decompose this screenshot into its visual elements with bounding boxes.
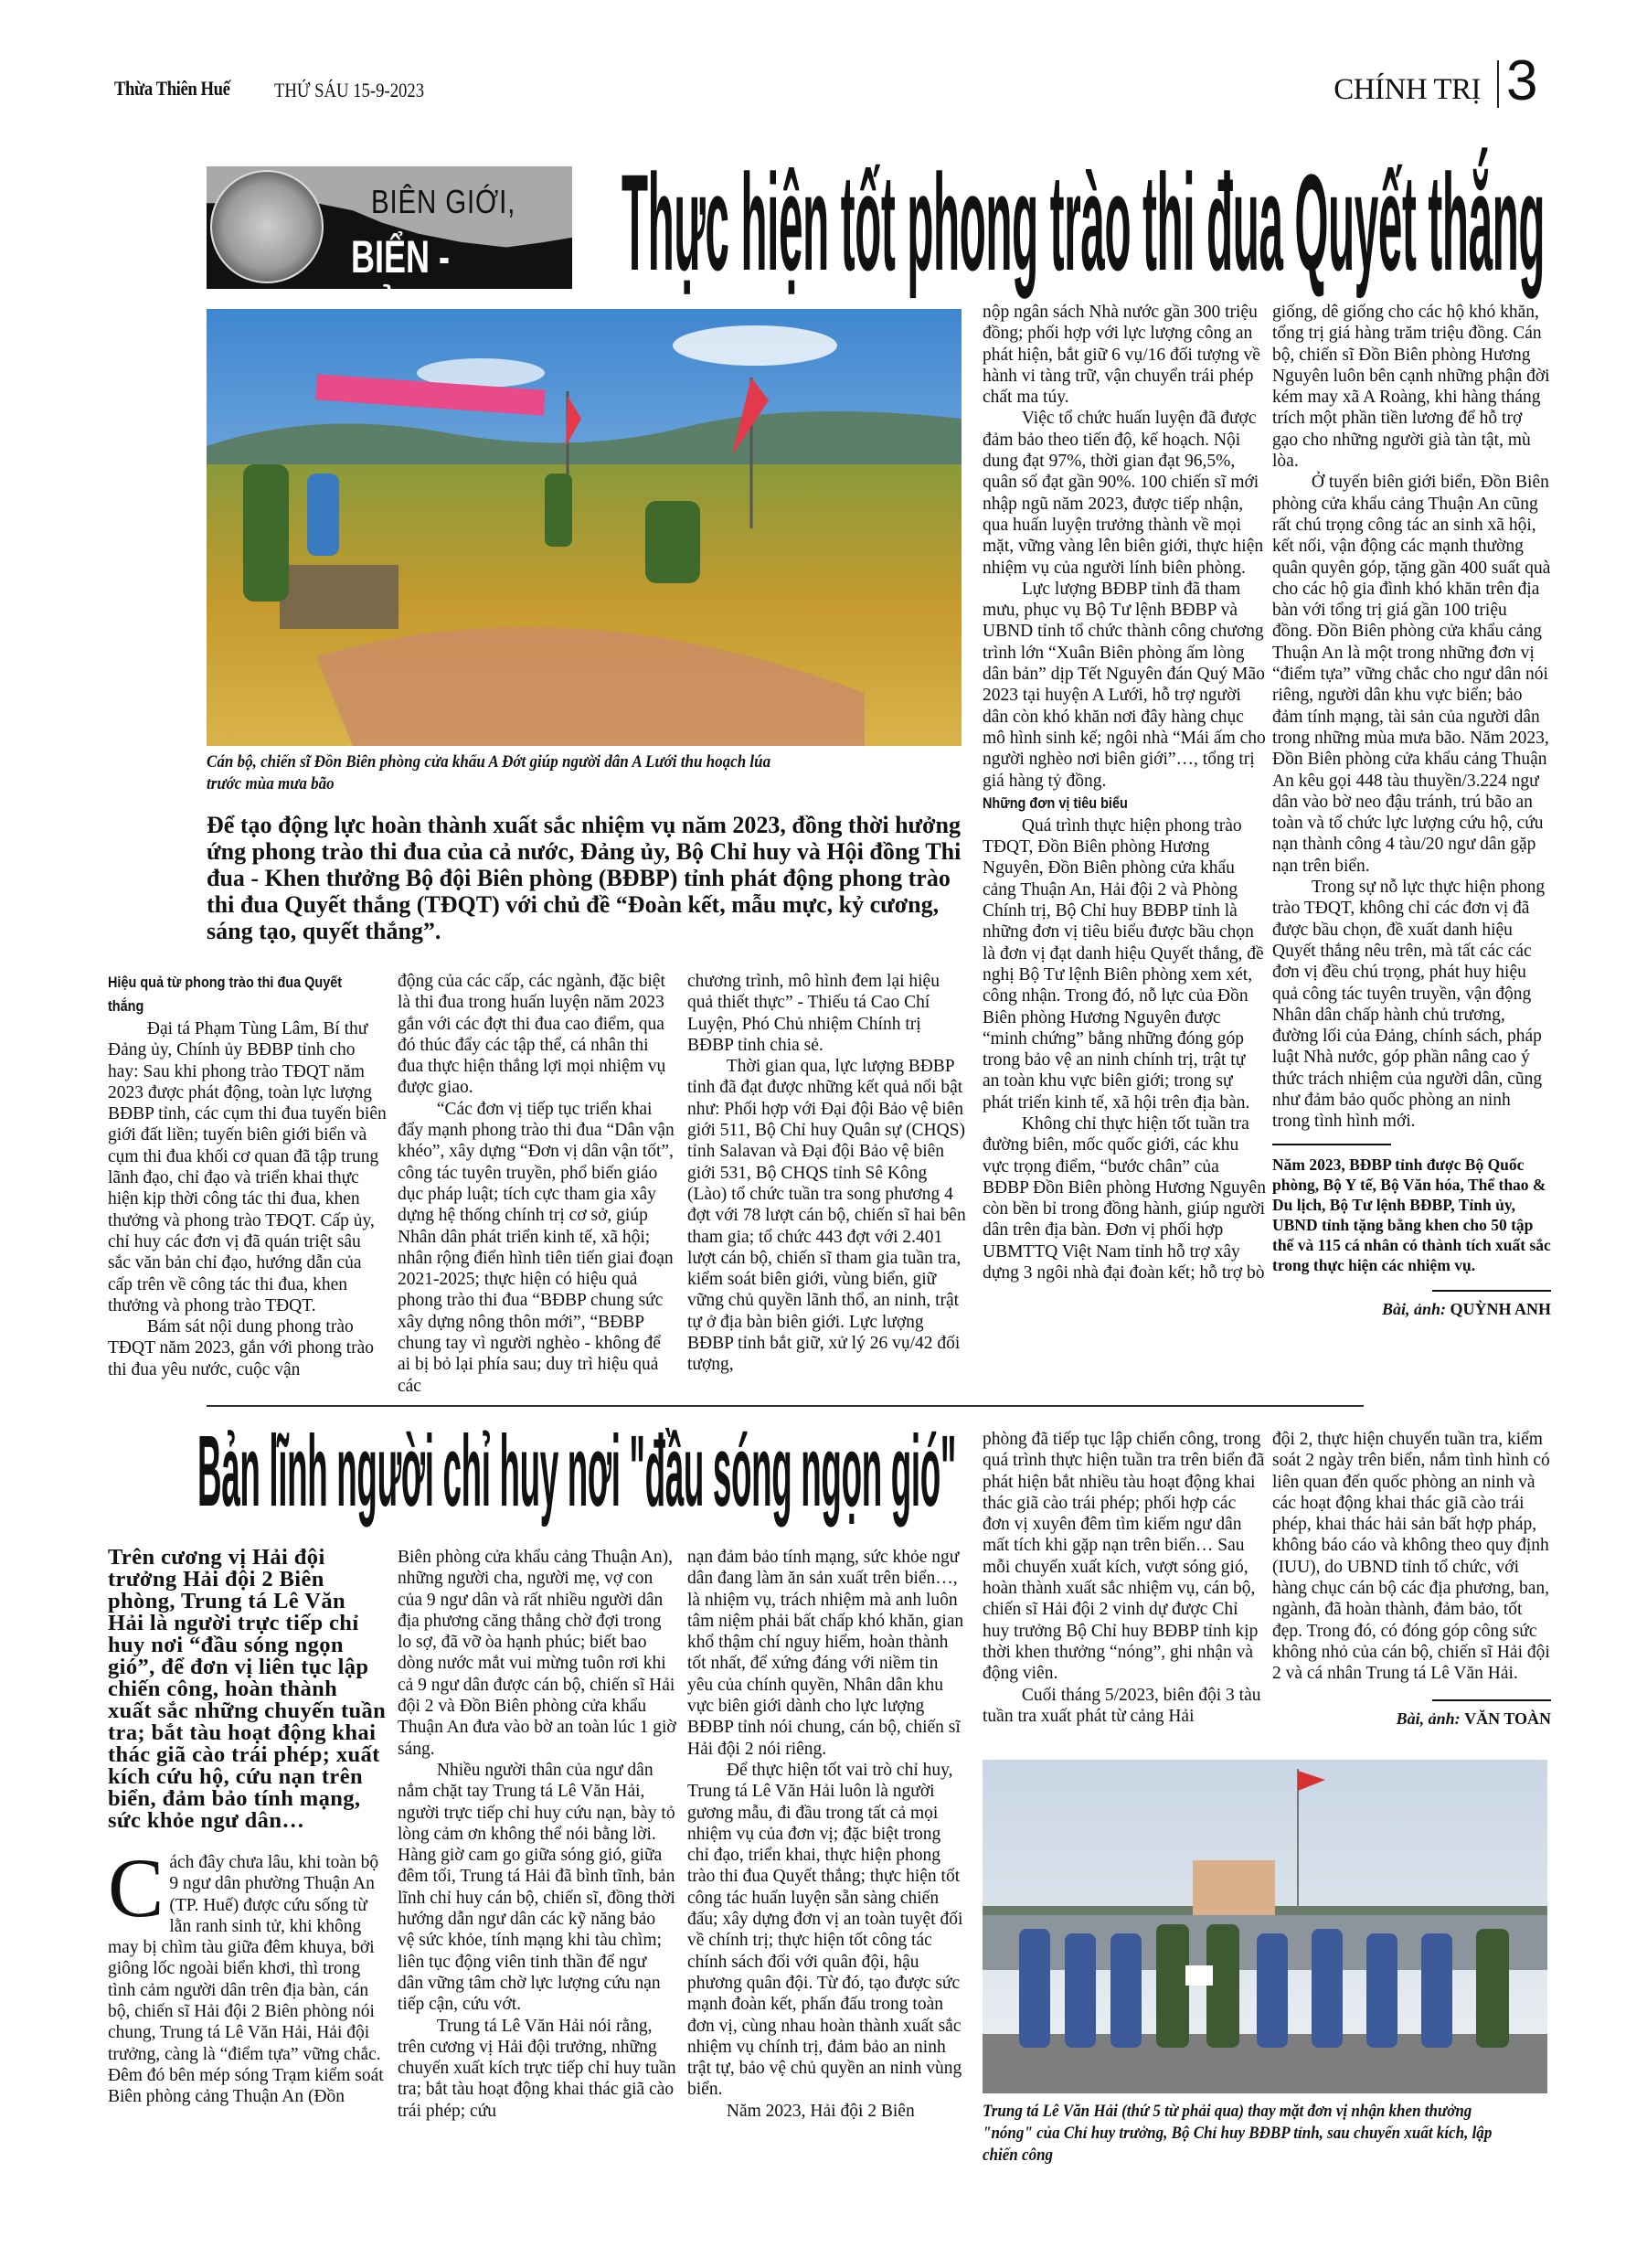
article2-photo-award-ceremony: [983, 1760, 1547, 2093]
article2-column-4: [983, 1429, 1266, 1727]
paragraph: Việc tổ chức huấn luyện đã được đảm bảo theo tiến độ, kế hoạch. Nội dung đạt 97%, thời gian đạt 96,5%, quân số đạt gần 90%. 100 chiến sĩ mới nhập ngũ năm 2023, được tiếp nhận, qua huấn luyện trưởng thành về mọi mặt, vững vàng lên biên giới, thực hiện nhiệm vụ của người lính biên phòng.: [983, 409, 1264, 578]
drop-cap: C: [108, 1841, 165, 1934]
article2-column-3: [687, 1547, 966, 2122]
byline-rule: [1432, 1699, 1551, 1701]
paragraph: [108, 1841, 387, 2108]
paragraph: Để thực hiện tốt vai trò chỉ huy, Trung tá Lê Văn Hải luôn là người gương mẫu, đi đầu trong tất cả mọi nhiệm vụ của đơn vị; đặc biệt trong chỉ đạo, triển khai, thực hiện phong trào thi đua Quyết thắng; thực hiện tốt công tác huấn luyện sẵn sàng chiến đấu; xây dựng đơn vị an toàn tuyệt đối về chính trị; thực hiện tốt công tác chính sách đối với quân đội, hậu phương quân đội. Từ đó, tạo được sức mạnh đoàn kết, phấn đấu trong toàn đơn vị, cùng nhau hoàn thành xuất sắc nhiệm vụ chính trị, đảm bảo an ninh trật tự, bảo vệ chủ quyền an ninh vùng biển.: [687, 1760, 963, 2100]
paragraph: phòng đã tiếp tục lập chiến công, trong quá trình thực hiện tuần tra trên biển đã phát hiện bắt nhiều tàu hoạt động khai thác giã cào trái phép; phối hợp các đơn vị xuyên đêm tìm kiếm ngư dân mất tích khi gặp nạn trên biển… Sau mỗi chuyến xuất kích, vượt sóng gió, hoàn thành xuất sắc nhiệm vụ, cán bộ, chiến sĩ Hải đội 2 vinh dự được Chỉ huy trưởng Bộ Chỉ huy BĐBP tỉnh kịp thời khen thưởng “nóng”, ghi nhận và động viên.: [983, 1430, 1265, 1684]
article1-photo-caption: Cán bộ, chiến sĩ Đồn Biên phòng cửa khẩu A Đớt giúp người dân A Lưới thu hoạch lúa trước mùa mưa bão: [207, 753, 771, 793]
paragraph: Đại tá Phạm Tùng Lâm, Bí thư Đảng ủy, Chính ủy BĐBP tỉnh cho hay: Sau khi phong trào TĐQT năm 2023 được phát động, toàn lực lượng BĐBP tỉnh, các cụm thi đua tuyến biên giới đất liền; tuyến biên giới biển và cụm thi đua khối cơ quan đã tập trung lãnh đạo, chỉ đạo và triển khai thực hiện kịp thời công tác thi đua, khen thưởng và phong trào TĐQT. Cấp ủy, chỉ huy các đơn vị đã quán triệt sâu sắc văn bản chỉ đạo, hướng dẫn của cấp trên về công tác thi đua, khen thưởng và phong trào TĐQT.: [108, 1019, 387, 1315]
paragraph: “Các đơn vị tiếp tục triển khai đẩy mạnh phong trào thi đua “Dân vận khéo”, xây dựng “Đơn vị dân vận tốt”, công tác tuyên truyền, phổ biến giáo dục pháp luật; tích cực tham gia xây dựng hệ thống chính trị cơ sở, giúp Nhân dân phát triển kinh tế, xã hội; nhân rộng điển hình tiên tiến giai đoạn 2021-2025; thực hiện có hiệu quả phong trào thi đua “BĐBP chung sức xây dựng nông thôn mới”, “BĐBP chung tay vì người nghèo - không để ai bị bỏ lại phía sau; duy trì hiệu quả các: [398, 1099, 675, 1396]
byline-author: VĂN TOÀN: [1464, 1709, 1551, 1728]
border-guard-emblem-icon: [210, 170, 324, 283]
article1-lead: Để tạo động lực hoàn thành xuất sắc nhiệm vụ năm 2023, đồng thời hưởng ứng phong trào thi đua của cả nước, Đảng ủy, Bộ Chỉ huy và Hội đồng Thi đua - Khen thưởng Bộ đội Biên phòng (BĐBP) tỉnh phát động phong trào thi đua Quyết thắng (TĐQT) với chủ đề “Đoàn kết, mẫu mực, kỷ cương, sáng tạo, quyết thắng”.: [207, 812, 962, 944]
article2-column-5: [1272, 1429, 1551, 1730]
paragraph: đội 2, thực hiện chuyến tuần tra, kiểm soát 2 ngày trên biển, nắm tình hình có liên quan đến quốc phòng an ninh và các hoạt động khai thác giã cào trái phép, khai thác hải sản bất hợp pháp, không báo cáo và không theo quy định (IUU), do UBND tỉnh tổ chức, với hàng chục cán bộ các địa phương, ban, ngành, đã hoàn thành, đảm bảo, tốt đẹp. Trong đó, có đóng góp công sức không nhỏ của cán bộ, chiến sĩ Hải đội 2 và cá nhân Trung tá Lê Văn Hải.: [1272, 1430, 1550, 1684]
paragraph: nộp ngân sách Nhà nước gần 300 triệu đồng; phối hợp với lực lượng công an phát hiện, bắt giữ 6 vụ/16 đối tượng về hành vi tàng trữ, vận chuyển trái phép chất ma túy.: [983, 303, 1260, 408]
article2-photo-caption: Trung tá Lê Văn Hải (thứ 5 từ phải qua) thay mặt đơn vị nhận khen thưởng "nóng" của Chỉ huy trưởng, Bộ Chỉ huy BĐBP tỉnh, sau chuyến xuất kích, lập chiến công: [983, 2103, 1493, 2165]
paragraph: Quá trình thực hiện phong trào TĐQT, Đồn Biên phòng Hương Nguyên, Đồn Biên phòng cửa khẩu cảng Thuận An, Hải đội 2 và Phòng Chính trị, Bộ Chỉ huy BĐBP tỉnh là những đơn vị tiêu biểu được bầu chọn là đơn vị đạt danh hiệu Quyết thắng, đề nghị Bộ Tư lệnh Biên phòng xem xét, công nhận. Trong đó, nỗ lực của Đồn Biên phòng Hương Nguyên được “minh chứng” bằng những đóng góp trong bảo vệ an ninh chính trị, trật tự an toàn khu vực biên giới; trong sự phát triển kinh tế, xã hội trên địa bàn.: [983, 815, 1264, 1113]
paragraph: Nhiều người thân của ngư dân nắm chặt tay Trung tá Lê Văn Hải, người trực tiếp chỉ huy cứu nạn, bày tỏ lòng cảm ơn không thể nói bằng lời. Hàng giờ cam go giữa sóng gió, giữa đêm tối, Trung tá Hải đã bình tĩnh, bản lĩnh chỉ huy cán bộ, chiến sĩ, đồng thời hướng dẫn ngư dân các kỹ năng bảo vệ sức khỏe, tính mạng khi tàu chìm; liên tục động viên tinh thần để ngư dân vững tâm chờ lực lượng cứu nạn tiếp cận, cứu vớt.: [398, 1760, 675, 2015]
paragraph: Biên phòng cửa khẩu cảng Thuận An), những người cha, người mẹ, vợ con của 9 ngư dân và rất nhiều người dân địa phương căng thẳng chờ đợi trong lo sợ, đã vỡ òa hạnh phúc; biết bao dòng nước mắt vui mừng tuôn rơi khi cả 9 ngư dân được cán bộ, chiến sĩ Hải đội 2 và Đồn Biên phòng cửa khẩu Thuận An đưa vào bờ an toàn lúc 1 giờ sáng.: [398, 1548, 676, 1759]
byline: [1272, 1709, 1551, 1730]
paragraph: nạn đảm bảo tính mạng, sức khỏe ngư dân đang làm ăn sản xuất trên biển…, là nhiệm vụ, trách nhiệm mà anh luôn tâm niệm phải bất chấp khó khăn, gian khổ thậm chí nguy hiểm, hoàn thành tốt nhất, để xứng đáng với niềm tin yêu của chính quyền, Nhân dân khu vực biên giới dành cho lực lượng BĐBP tỉnh nói chung, cán bộ, chiến sĩ Hải đội 2 nói riêng.: [687, 1548, 964, 1759]
byline-label: Bài, ảnh:: [1396, 1709, 1461, 1728]
article2-column-2: [398, 1547, 676, 2122]
article1-title: Thực hiện tốt phong trào thi đua Quyết thắng: [622, 145, 1546, 299]
box-rule: [1272, 1144, 1391, 1145]
article-sapo: Trên cương vị Hải đội trưởng Hải đội 2 Biên phòng, Trung tá Lê Văn Hải là người trực tiếp chỉ huy nơi “đầu sóng ngọn gió”, để đơn vị liên tục lập chiến công, hoàn thành xuất sắc những chuyến tuần tra; bắt tàu hoạt động khai thác giã cào trái phép; xuất kích cứu hộ, cứu nạn trên biển, đảm bảo tính mạng, sức khỏe ngư dân…: [108, 1545, 387, 1833]
article1-column-1: [108, 971, 387, 1380]
paragraph: Trong sự nỗ lực thực hiện phong trào TĐQT, không chỉ các đơn vị đã được bầu chọn, đề xuất danh hiệu Quyết thắng nêu trên, mà tất các các đơn vị đều chú trọng, phát huy hiệu quả công tác tuyên truyền, vận động Nhân dân chấp hành chủ trương, đường lối của Đảng, chính sách, pháp luật Nhà nước, góp phần nâng cao ý thức trách nhiệm của người dân, cũng như đảm bảo quốc phòng an ninh trong tình hình mới.: [1272, 878, 1546, 1132]
paragraph: chương trình, mô hình đem lại hiệu quả thiết thực” - Thiếu tá Cao Chí Luyện, Phó Chủ nhiệm Chính trị BĐBP tỉnh chia sẻ.: [687, 972, 940, 1055]
article2-title: Bản lĩnh người chỉ huy nơi "đầu sóng ngọn gió": [197, 1415, 956, 1528]
article1-column-5: [1272, 302, 1551, 1320]
logo-line-1: BIÊN GIỚI,: [371, 183, 516, 220]
article-divider: [207, 1405, 1364, 1407]
article2-column-1: [108, 1547, 387, 2108]
article1-column-2: [398, 971, 676, 1397]
paragraph: Lực lượng BĐBP tỉnh đã tham mưu, phục vụ Bộ Tư lệnh BĐBP và UBND tỉnh tổ chức thành công chương trình lớn “Xuân Biên phòng ấm lòng dân bản” dịp Tết Nguyên đán Quý Mão 2023 tại huyện A Lưới, hỗ trợ người dân còn khó khăn nơi đây hàng chục mô hình sinh kế; ngôi nhà “Mái ấm cho người nghèo nơi biên giới”…, tổng trị giá hàng tỷ đồng.: [983, 579, 1266, 791]
paragraph: động của các cấp, các ngành, đặc biệt là thi đua trong huấn luyện năm 2023 gắn với các đợt thi đua cao điểm, qua đó thúc đẩy các tập thể, cá nhân thi đua thực hiện thắng lợi mọi nhiệm vụ được giao.: [398, 972, 666, 1098]
paragraph: Năm 2023, Hải đội 2 Biên: [726, 2101, 915, 2121]
subheading: Hiệu quả từ phong trào thi đua Quyết thắng: [108, 974, 343, 1015]
issue-date: THỨ SÁU 15-9-2023: [274, 79, 425, 101]
section-name: CHÍNH TRỊ: [1334, 73, 1481, 106]
masthead: Thừa Thiên Huế: [114, 77, 230, 100]
paragraph: giống, dê giống cho các hộ khó khăn, tổng trị giá hàng trăm triệu đồng. Cán bộ, chiến sĩ Đồn Biên phòng Hương Nguyên luôn bên cạnh những phận đời kém may xã A Roàng, khi hàng tháng trích một phần tiền lương để hỗ trợ gạo cho những người già tàn tật, mù lòa.: [1272, 303, 1550, 472]
paragraph-text: ách đây chưa lâu, khi toàn bộ 9 ngư dân phường Thuận An (TP. Huế) được cứu sống từ lằn ranh sinh tử, khi không may bị chìm tàu giữa đêm khuya, bởi giông lốc ngoài biển khơi, thì trong tình cảm người dân trên địa bàn, cán bộ, chiến sĩ Hải đội 2 Biên phòng nói chung, Trung tá Lê Văn Hải, Hải đội trưởng, càng là “điểm tựa” vững chắc. Đêm đó bên mép sóng Trạm kiểm soát Biên phòng cảng Thuận An (Đồn: [108, 1853, 384, 2107]
paragraph: Không chỉ thực hiện tốt tuần tra đường biên, mốc quốc giới, các khu vực trọng điểm, “bước chân” của BĐBP Đồn Biên phòng Hương Nguyên còn bền bỉ trong đồng hành, giúp người dân trên địa bàn. Đơn vị phối hợp UBMTTQ Việt Nam tỉnh hỗ trợ xây dựng 3 ngôi nhà đại đoàn kết; hỗ trợ bò: [983, 1113, 1266, 1283]
page-number-divider: [1497, 60, 1499, 108]
paragraph: Thời gian qua, lực lượng BĐBP tỉnh đã đạt được những kết quả nổi bật như: Phối hợp với Đại đội Bảo vệ biên giới 511, Bộ Chỉ huy Quân sự (CHQS) tỉnh Salavan và Đại đội Bảo vệ biên giới 531, Bộ CHQS tỉnh Sê Kông (Lào) tổ chức tuần tra song phương 4 đợt với 78 lượt cán bộ, chiến sĩ hai bên tham gia; tổ chức 443 đợt với 2.401 lượt cán bộ, chiến sĩ tham gia tuần tra, kiểm soát biên giới, vùng biển, giữ vững chủ quyền lãnh thổ, an ninh, trật tự ở địa bàn biên giới. Lực lượng BĐBP tỉnh bắt giữ, xử lý 26 vụ/42 đối tượng,: [687, 1057, 966, 1375]
highlight-box: Năm 2023, BĐBP tỉnh được Bộ Quốc phòng, Bộ Y tế, Bộ Văn hóa, Thể thao & Du lịch, Bộ Tư lệnh BĐBP, Tỉnh ủy, UBND tỉnh tặng bằng khen cho 50 tập thể và 115 cá nhân có thành tích xuất sắc trong thực hiện các nhiệm vụ.: [1272, 1155, 1551, 1274]
paragraph: Bám sát nội dung phong trào TĐQT năm 2023, gắn với phong trào thi đua yêu nước, cuộc vận: [108, 1317, 375, 1379]
logo-line-2: BIỂN -: [351, 231, 450, 282]
byline-rule: [1432, 1290, 1551, 1292]
paragraph: Trung tá Lê Văn Hải nói rằng, trên cương vị Hải đội trưởng, những chuyến xuất kích trực tiếp chỉ huy tuần tra; bắt tàu hoạt động khai thác giã cào trái phép; cứu: [398, 2016, 676, 2121]
article1-column-3: [687, 971, 966, 1376]
paragraph: Ở tuyến biên giới biển, Đồn Biên phòng cửa khẩu cảng Thuận An cũng rất chú trọng công tác an sinh xã hội, kết nối, vận động các mạnh thường quân quyên góp, tặng gần 400 suất quà cho các hộ gia đình khó khăn trên địa bàn với tổng trị giá gần 100 triệu đồng. Đồn Biên phòng cửa khẩu cảng Thuận An là một trong những đơn vị “điểm tựa” vững chắc cho ngư dân nói riêng, người dân khu vực biển; bảo đảm tính mạng, tài sản của người dân trong những mùa mưa bão. Năm 2023, Đồn Biên phòng cửa khẩu cảng Thuận An kêu gọi 448 tàu thuyền/3.224 ngư dân vào bờ neo đậu tránh, trú bão an toàn và tổ chức lực lượng cứu hộ, cứu nạn thành công 4 tàu/20 ngư dân gặp nạn trên biển.: [1272, 473, 1551, 876]
byline-author: QUỲNH ANH: [1450, 1299, 1551, 1318]
subheading: Những đơn vị tiêu biểu: [983, 793, 1128, 812]
article1-photo-rice-harvest: [207, 309, 962, 746]
byline: [1272, 1299, 1551, 1320]
paragraph: Cuối tháng 5/2023, biên đội 3 tàu tuần tra xuất phát từ cảng Hải: [983, 1685, 1261, 1726]
article1-column-4: [983, 302, 1266, 1283]
byline-label: Bài, ảnh:: [1381, 1299, 1446, 1318]
page-number: 3: [1506, 49, 1538, 112]
border-sea-island-logo: [207, 166, 572, 289]
